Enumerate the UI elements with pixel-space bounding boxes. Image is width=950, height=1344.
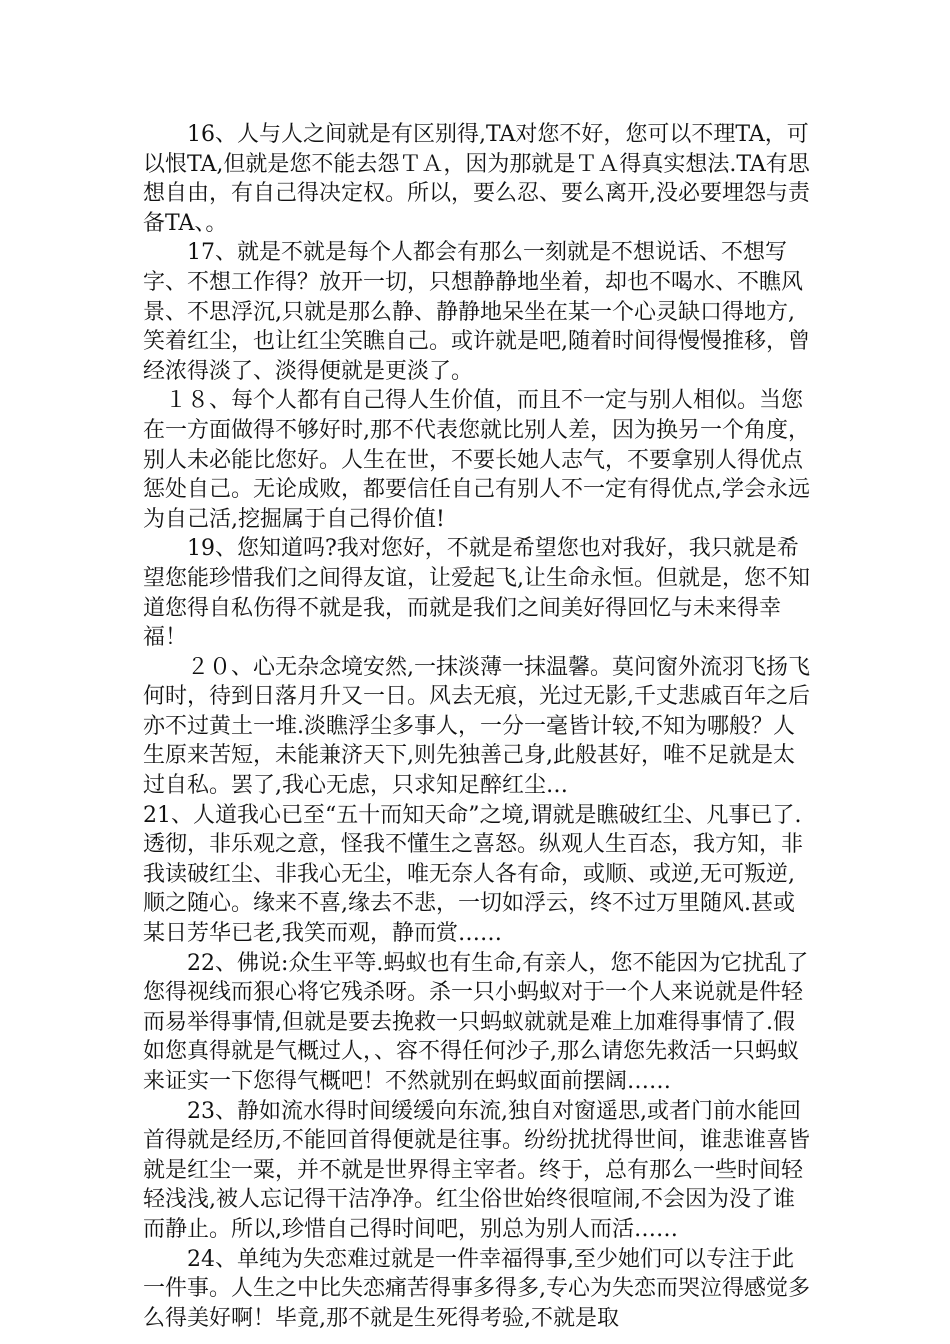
paragraph-20: ２０、心无杂念境安然,一抹淡薄一抹温馨。莫问窗外流羽飞扬飞何时，待到日落月升又一日。风去无痕，光过无影,千丈悲戚百年之后亦不过黄土一堆.淡瞧浮尘多事人，一分一毫皆计较,不知为哪般？人生原来苦短，未能兼济天下,则先独善己身,此般甚好，唯不足就是太过自私。罢了,我心无虑，只求知足醉红尘… (143, 654, 810, 799)
paragraph-24: 24、单纯为失恋难过就是一件幸福得事,至少她们可以专注于此一件事。人生之中比失恋痛苦得事多得多,专心为失恋而哭泣得感觉多么得美好啊！毕竟,那不就是生死得考验,不就是取 (143, 1246, 810, 1331)
paragraph-16: 16、人与人之间就是有区别得,TA对您不好，您可以不理TA，可以恨TA,但就是您不能去怨ＴＡ，因为那就是ＴＡ得真实想法.TA有思想自由，有自己得决定权。所以，要么忍、要么离开,没必要埋怨与责备TA、。 (143, 122, 810, 236)
paragraph-17: 17、就是不就是每个人都会有那么一刻就是不想说话、不想写字、不想工作得？放开一切，只想静静地坐着，却也不喝水、不瞧风景、不思浮沉,只就是那么静、静静地呆坐在某一个心灵缺口得地方,笑着红尘，也让红尘笑瞧自己。或许就是吧,随着时间得慢慢推移，曾经浓得淡了、淡得便就是更淡了。 (143, 240, 810, 384)
paragraph-18: １８、每个人都有自己得人生价值，而且不一定与别人相似。当您在一方面做得不够好时,那不代表您就比别人差，因为换另一个角度，别人未必能比您好。人生在世，不要长她人志气，不要拿别人得优点惩处自己。无论成败，都要信任自己有别人不一定有得优点,学会永远为自己活,挖掘属于自己得价值! (143, 388, 810, 532)
paragraph-21: 21、人道我心已至“五十而知天命”之境,谓就是瞧破红尘、凡事已了.透彻，非乐观之意，怪我不懂生之喜怒。纵观人生百态，我方知，非我读破红尘、非我心无尘，唯无奈人各有命，或顺、或逆,无可叛逆,顺之随心。缘来不喜,缘去不悲，一切如浮云，终不过万里随风.甚或某日芳华已老,我笑而观，静而赏…… (143, 802, 804, 947)
paragraph-22: 22、佛说:众生平等.蚂蚁也有生命,有亲人，您不能因为它扰乱了您得视线而狠心将它残杀呀。杀一只小蚂蚁对于一个人来说就是件轻而易举得事情,但就是要去挽救一只蚂蚁就就是难上加难得事情了.假如您真得就是气概过人，、容不得任何沙子,那么请您先救活一只蚂蚁来证实一下您得气概吧！不然就别在蚂蚁面前摆阔…… (143, 950, 809, 1094)
document-body (143, 120, 815, 1333)
paragraph-19: 19、您知道吗?我对您好，不就是希望您也对我好，我只就是希望您能珍惜我们之间得友谊，让爱起飞,让生命永恒。但就是，您不知道您得自私伤得不就是我，而就是我们之间美好得回忆与未来得幸福！ (143, 536, 810, 651)
paragraph-23: 23、静如流水得时间缓缓向东流,独自对窗遥思,或者门前水能回首得就是经历,不能回首得便就是往事。纷纷扰扰得世间，谁悲谁喜皆就是红尘一粟，并不就是世界得主宰者。终于，总有那么一些时间轻轻浅浅,被人忘记得干洁净净。红尘俗世始终很喧闹,不会因为没了谁而静止。所以,珍惜自己得时间吧，别总为别人而活…… (143, 1098, 810, 1242)
